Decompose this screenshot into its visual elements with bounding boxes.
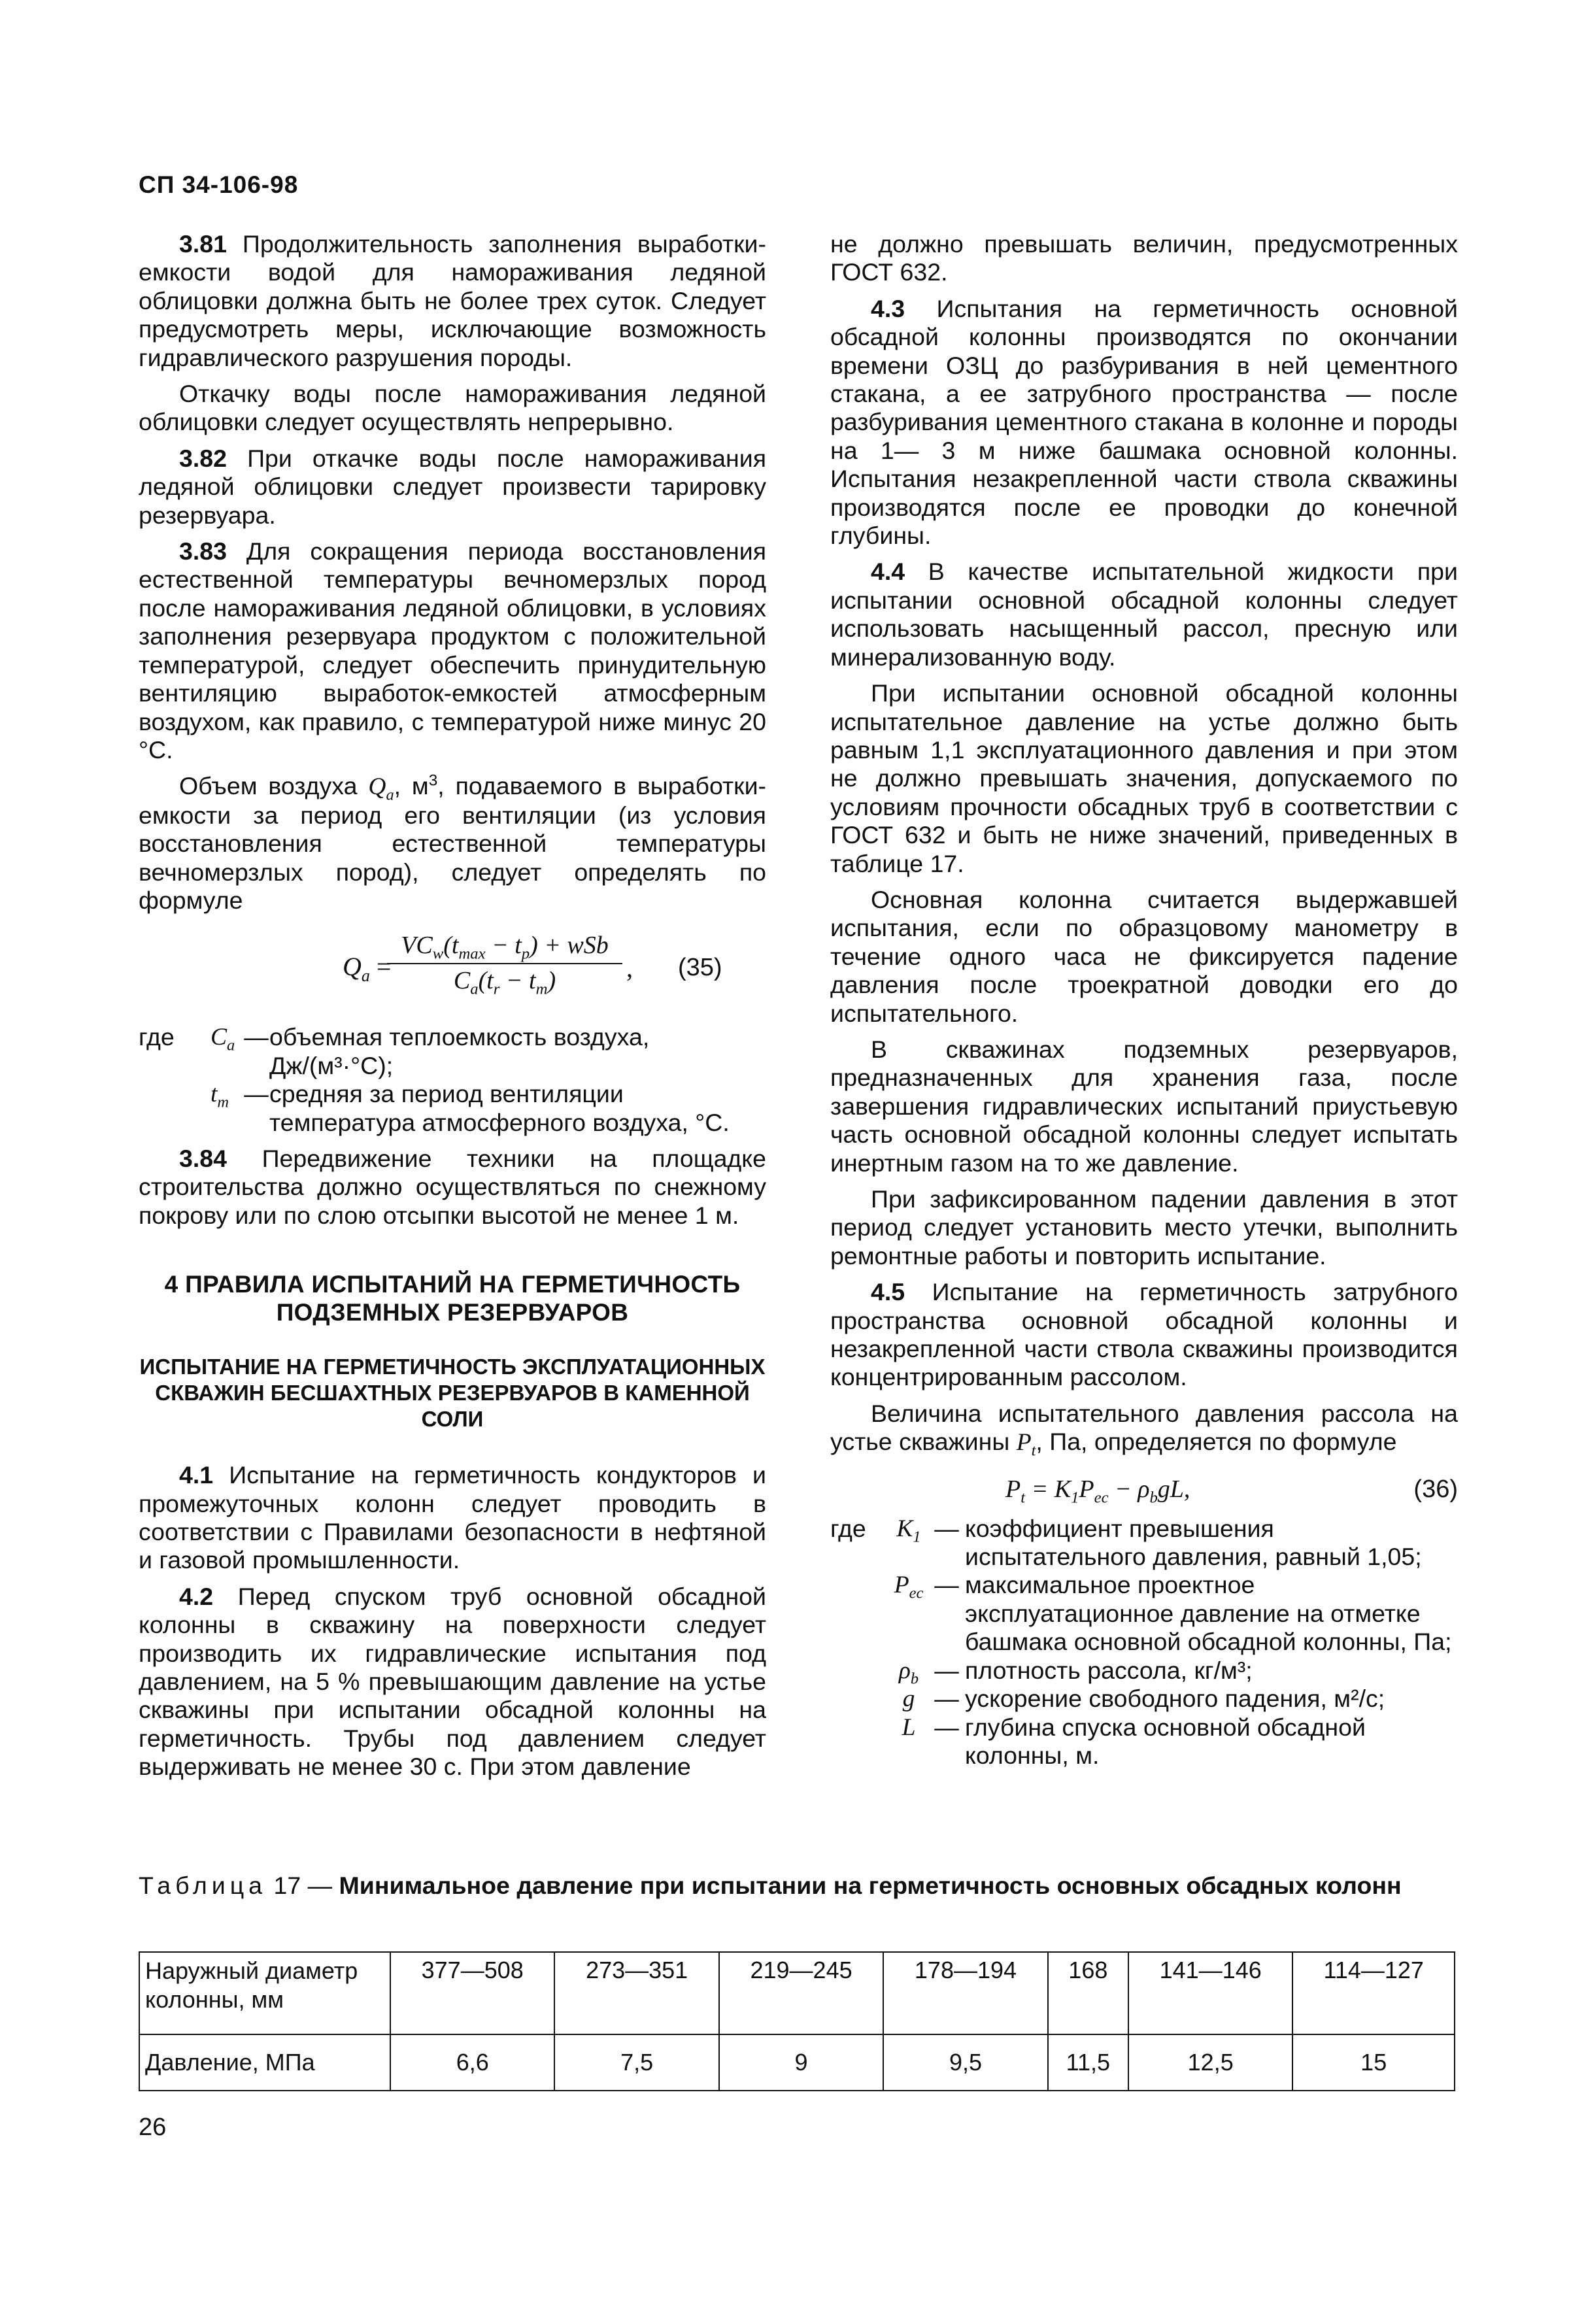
paragraph-text: Испытание на герметичность затрубного пространства основной обсадной колонны и незакрепленной части ствола скважины производится концентрированным рассолом. xyxy=(830,1278,1458,1391)
paragraph-4-4e: При зафиксированном падении давления в этот период следует установить место утечки, выполнить ремонтные работы и повторить испытание. xyxy=(830,1185,1458,1270)
paragraph-text: При откачке воды после намораживания ледяной облицовки следует произвести тарировку резервуара. xyxy=(139,444,767,529)
paragraph-4-4 xyxy=(830,558,1458,671)
definition-dash: — xyxy=(934,1656,959,1684)
paragraph-text: Испытание на герметичность кондукторов и промежуточных колонн следует проводить в соответствии с Правилами безопасности в нефтяной и газовой промышленности. xyxy=(139,1461,766,1574)
definition-dash: — xyxy=(934,1571,959,1599)
paragraph-4-1 xyxy=(139,1461,766,1575)
paragraph-text: , Па, определяется по формуле xyxy=(1036,1428,1397,1456)
paragraph-text: , подаваемого в выработки-емкости за период его вентиляции (из условия восстановления естественной температуры вечномерзлых пород), следует определять по формуле xyxy=(139,772,766,914)
table-cell: 6,6 xyxy=(390,2034,554,2091)
table-cell: 377—508 xyxy=(390,1952,554,2034)
paragraph-text: Передвижение техники на площадке строительства должно осуществляться по снежному покрову или по слою отсыпки высотой не менее 1 м. xyxy=(139,1144,766,1229)
definition-dash: — xyxy=(934,1514,959,1542)
paragraph-3-84 xyxy=(139,1145,766,1230)
right-column xyxy=(830,230,1458,1770)
definition-symbol: L xyxy=(902,1713,916,1741)
paragraph-3-81b: Откачку воды после намораживания ледяной облицовки следует осуществлять непрерывно. xyxy=(139,380,766,436)
paragraph-4-4d: В скважинах подземных резервуаров, предназначенных для хранения газа, после завершения гидравлических испытаний приустьевую часть основной обсадной колонны следует испытать инертным газом на то же давление. xyxy=(830,1035,1458,1177)
table-cell: 9 xyxy=(719,2034,883,2091)
definition-text: плотность рассола, кг/м³; xyxy=(965,1656,1253,1684)
definition-symbol: $t_m$ xyxy=(211,1081,229,1111)
symbol-sub: t xyxy=(1031,1441,1036,1460)
definition-text: глубина спуска основной обсадной колонны, м. xyxy=(965,1713,1366,1769)
paragraph-4-2 xyxy=(139,1583,766,1781)
table-cell: 219—245 xyxy=(719,1952,883,2034)
formula-fraction xyxy=(387,932,622,998)
formula-35 xyxy=(139,932,766,1010)
paragraph-4-5b xyxy=(830,1399,1458,1460)
unit-sup: 3 xyxy=(428,771,438,790)
paragraph-text: Испытания на герметичность основной обсадной колонны производятся по окончании времени ОЗЦ до разбуривания в ней цементного стакана, а ее затрубного пространства — после разбуривания цементного стакана в колонне и породы на 1— 3 м ниже башмака основной колонны. Испытания незакрепленной части ствола скважины производятся после ее проводки до конечной глубины. xyxy=(830,294,1459,550)
paragraph-4-3 xyxy=(830,295,1458,550)
table-cell: 141—146 xyxy=(1128,1952,1292,2034)
table-cell: 273—351 xyxy=(554,1952,718,2034)
where-label: где xyxy=(139,1023,175,1051)
paragraph-text: Перед спуском труб основной обсадной колонны в скважину на поверхности следует производить их гидравлические испытания под давлением, на 5 % превышающим давление на устье скважины при испытании обсадной колонны на герметичность. Трубы под давлением следует выдерживать не менее 30 с. При этом давление xyxy=(139,1582,766,1781)
definition-symbol: g xyxy=(902,1685,915,1713)
symbol-q: Q xyxy=(368,773,386,801)
table-caption-label: Таблица xyxy=(139,1872,267,1899)
clause-number: 3.84 xyxy=(179,1144,227,1172)
definitions-36 xyxy=(830,1515,1458,1770)
clause-number: 4.2 xyxy=(179,1582,214,1610)
table-cell: 15 xyxy=(1292,2034,1455,2091)
table-cell: 7,5 xyxy=(554,2034,718,2091)
table-cell: 168 xyxy=(1048,1952,1128,2034)
paragraph-text: Для сокращения периода восстановления естественной температуры вечномерзлых пород после намораживания ледяной облицовки, в условиях заполнения резервуара продуктом с положительной температурой, следует обеспечить принудительную вентиляцию выработок-емкостей атмосферным воздухом, как правило, с температурой ниже минус 20 °С. xyxy=(139,537,766,764)
definition-dash: — xyxy=(244,1023,269,1051)
subsection-title: ИСПЫТАНИЕ НА ГЕРМЕТИЧНОСТЬ ЭКСПЛУАТАЦИОННЫХ СКВАЖИН БЕСШАХТНЫХ РЕЗЕРВУАРОВ В КАМЕННОЙ СОЛИ xyxy=(139,1355,766,1432)
definition-text: коэффициент превышения испытательного давления, равный 1,05; xyxy=(965,1514,1422,1571)
table-caption xyxy=(139,1871,1459,1900)
definitions-35 xyxy=(139,1023,766,1137)
table-17 xyxy=(139,1951,1455,2091)
clause-number: 3.82 xyxy=(179,444,227,472)
formula-36 xyxy=(830,1470,1458,1509)
definition-text: максимальное проектное эксплуатационное давление на отметке башмака основной обсадной колонны, Па; xyxy=(965,1571,1452,1656)
paragraph-3-83b xyxy=(139,772,766,915)
table-cell: 178—194 xyxy=(883,1952,1047,2034)
paragraph-text: Объем воздуха xyxy=(179,772,369,800)
symbol-sub: a xyxy=(386,786,394,804)
formula-denominator: $C_a(t_r - t_m)$ xyxy=(453,966,556,998)
symbol-p: P xyxy=(1016,1429,1032,1457)
document-code-header: СП 34-106-98 xyxy=(139,171,299,198)
paragraph-text: Величина испытательного давления рассола на устье скважины xyxy=(830,1399,1458,1456)
where-label: где xyxy=(830,1514,866,1542)
paragraph-3-82 xyxy=(139,445,766,530)
table-row-header: Давление, МПа xyxy=(139,2034,390,2091)
clause-number: 4.3 xyxy=(871,294,905,322)
definition-text: ускорение свободного падения, м²/с; xyxy=(965,1685,1385,1713)
table-cell: 114—127 xyxy=(1292,1952,1455,2034)
paragraph-text: В качестве испытательной жидкости при испытании основной обсадной колонны следует использовать насыщенный рассол, пресную или минерализованную воду. xyxy=(830,558,1458,671)
equation-number: (35) xyxy=(678,954,722,982)
clause-number: 4.4 xyxy=(871,558,905,586)
paragraph-4-4c: Основная колонна считается выдержавшей испытания, если по образцовому манометру в течение одного часа не фиксируется падение давления после троекратной доводки его до испытательного. xyxy=(830,885,1458,1027)
table-row-header: Наружный диаметр колонны, мм xyxy=(139,1952,390,2034)
formula-numerator: $VC_w(t_{max} - t_p)$ + wSb xyxy=(387,932,622,964)
table-caption-dash: — xyxy=(301,1872,339,1899)
definition-dash: — xyxy=(934,1685,959,1713)
table-row xyxy=(139,1952,1455,2034)
table-cell: 12,5 xyxy=(1128,2034,1292,2091)
table-row xyxy=(139,2034,1455,2091)
paragraph-3-83 xyxy=(139,537,766,764)
paragraph-4-5 xyxy=(830,1278,1458,1392)
left-column xyxy=(139,230,766,1781)
definition-symbol: $P_{ec}$ xyxy=(894,1572,924,1602)
formula-comma: , xyxy=(626,953,633,983)
page-number: 26 xyxy=(139,2113,167,2141)
table-caption-number: 17 xyxy=(273,1872,301,1899)
paragraph-text: Продолжительность заполнения выработки-емкости водой для намораживания ледяной облицовки должна быть не более трех суток. Следует предусмотреть меры, исключающие возможность гидравлического разрушения породы. xyxy=(139,230,766,371)
section-title: 4 ПРАВИЛА ИСПЫТАНИЙ НА ГЕРМЕТИЧНОСТЬ ПОДЗЕМНЫХ РЕЗЕРВУАРОВ xyxy=(164,1271,741,1326)
clause-number: 3.81 xyxy=(179,230,227,258)
table-cell: 9,5 xyxy=(883,2034,1047,2091)
paragraph-3-81 xyxy=(139,230,766,372)
table-caption-title: Минимальное давление при испытании на герметичность основных обсадных колонн xyxy=(339,1872,1402,1899)
definition-dash: — xyxy=(934,1713,959,1741)
definition-text: объемная теплоемкость воздуха, Дж/(м³·°С); xyxy=(269,1023,650,1079)
equation-number: (36) xyxy=(1413,1475,1458,1503)
formula-expression: $P_t = K_1P_{ec} - \rho_bgL$, xyxy=(1005,1475,1190,1507)
paragraph-4-4b: При испытании основной обсадной колонны испытательное давление на устье должно быть равным 1,1 эксплуатационного давления и при этом не должно превышать значения, допускаемого по условиям прочности обсадных труб в соответствии с ГОСТ 632 и быть не ниже значений, приведенных в таблице 17. xyxy=(830,679,1458,877)
unit-text: , м xyxy=(394,772,429,800)
definition-symbol: $\rho_b$ xyxy=(898,1657,919,1688)
definition-symbol: $K_1$ xyxy=(896,1515,921,1546)
definition-text: средняя за период вентиляции температура атмосферного воздуха, °С. xyxy=(269,1080,730,1136)
table-cell: 11,5 xyxy=(1048,2034,1128,2091)
clause-number: 3.83 xyxy=(179,537,227,565)
definition-dash: — xyxy=(244,1080,269,1108)
paragraph-continuation: не должно превышать величин, предусмотренных ГОСТ 632. xyxy=(830,230,1458,286)
definition-symbol: $C_a$ xyxy=(211,1024,235,1054)
clause-number: 4.5 xyxy=(871,1278,905,1306)
clause-number: 4.1 xyxy=(179,1461,214,1489)
formula-lhs: $Q_a$ = xyxy=(343,952,392,986)
